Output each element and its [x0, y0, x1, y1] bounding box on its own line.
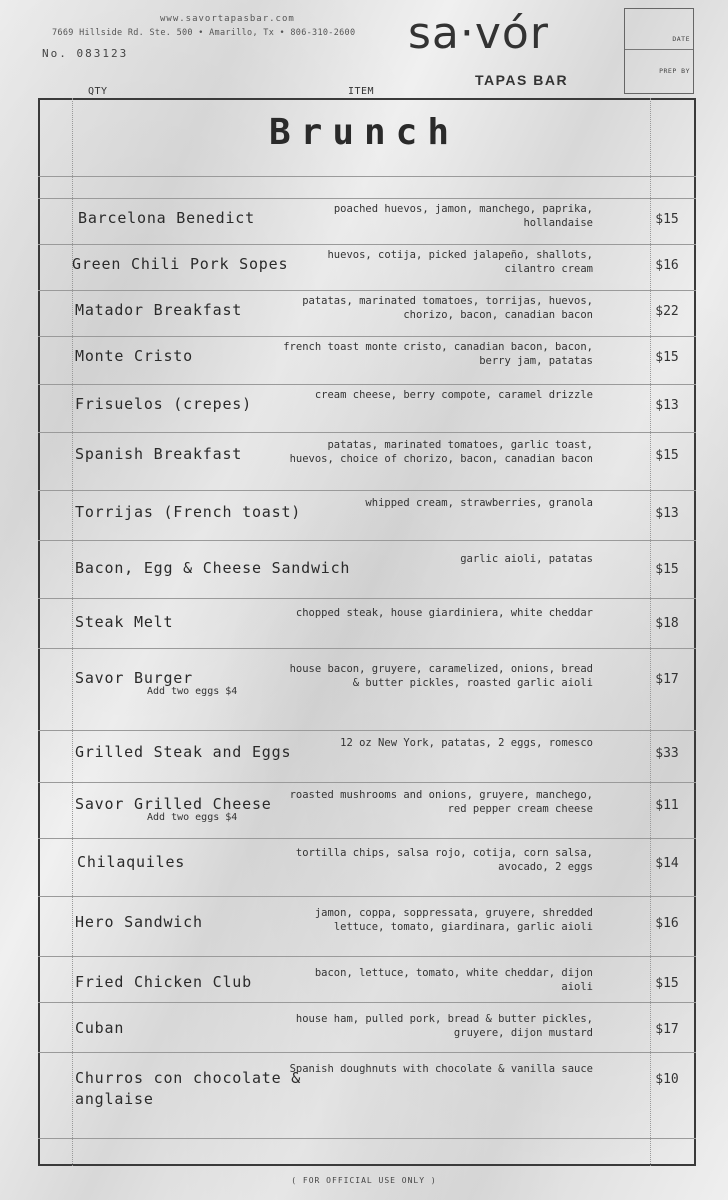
ruled-line: [38, 336, 696, 337]
menu-item-name: Fried Chicken Club: [75, 973, 252, 991]
menu-item-description: patatas, marinated tomatoes, garlic toast, huevos, choice of chorizo, bacon, canadian bacon: [289, 439, 593, 465]
menu-item-price: $16: [655, 916, 679, 931]
order-number: No. 083123: [42, 47, 129, 60]
menu-item-name: Cuban: [75, 1019, 125, 1037]
menu-item-description: jamon, coppa, soppressata, gruyere, shredded lettuce, tomato, giardinara, garlic aioli: [314, 907, 593, 933]
menu-item-price: $17: [655, 672, 679, 687]
ruled-line: [38, 540, 696, 541]
menu-item-note: Add two eggs $4: [147, 686, 238, 697]
ruled-line: [38, 432, 696, 433]
menu-item-name: Steak Melt: [75, 613, 174, 631]
ruled-line: [38, 1138, 696, 1139]
restaurant-address: 7669 Hillside Rd. Ste. 500 • Amarillo, Tx • 806-310-2600: [52, 28, 356, 38]
ruled-line: [38, 956, 696, 957]
menu-item-description: 12 oz New York, patatas, 2 eggs, romesco: [340, 737, 593, 749]
stamp-box: [624, 8, 694, 94]
menu-item-name: Matador Breakfast: [75, 301, 243, 319]
menu-item-description: house bacon, gruyere, caramelized, onions, bread & butter pickles, roasted garlic aioli: [289, 663, 593, 689]
menu-item-name: Churros con chocolate & anglaise: [75, 1069, 302, 1108]
ruled-line: [38, 490, 696, 491]
menu-item-name: Spanish Breakfast: [75, 445, 243, 463]
menu-item-description: whipped cream, strawberries, granola: [365, 497, 593, 509]
menu-item-price: $14: [655, 856, 679, 871]
qty-column-header: QTY: [88, 86, 108, 97]
menu-title: Brunch: [268, 112, 460, 153]
menu-item-price: $15: [655, 350, 679, 365]
menu-item-name: Frisuelos (crepes): [75, 395, 252, 413]
footer-note: ( FOR OFFICIAL USE ONLY ): [291, 1176, 437, 1185]
menu-item-price: $10: [655, 1072, 679, 1087]
menu-item-name: Torrijas (French toast): [75, 503, 302, 521]
ruled-line: [38, 648, 696, 649]
ruled-line: [38, 598, 696, 599]
menu-item-description: house ham, pulled pork, bread & butter pickles, gruyere, dijon mustard: [295, 1013, 593, 1039]
menu-item-description: bacon, lettuce, tomato, white cheddar, dijon aioli: [314, 967, 593, 993]
menu-item-price: $22: [655, 304, 679, 319]
ruled-line: [38, 176, 696, 177]
menu-item-description: tortilla chips, salsa rojo, cotija, corn salsa, avocado, 2 eggs: [295, 847, 593, 873]
ruled-line: [38, 198, 696, 199]
ruled-line: [38, 782, 696, 783]
stamp-prep-label: PREP BY: [659, 67, 690, 75]
menu-item-description: poached huevos, jamon, manchego, paprika, hollandaise: [333, 203, 593, 229]
ruled-line: [38, 244, 696, 245]
menu-item-description: chopped steak, house giardiniera, white cheddar: [295, 607, 593, 619]
menu-item-name: Savor Burger: [75, 669, 193, 687]
menu-item-description: Spanish doughnuts with chocolate & vanilla sauce: [289, 1063, 593, 1075]
menu-item-description: garlic aioli, patatas: [460, 553, 593, 565]
stamp-date-label: DATE: [672, 35, 690, 43]
ruled-line: [38, 730, 696, 731]
menu-item-price: $11: [655, 798, 679, 813]
menu-item-description: huevos, cotija, picked jalapeño, shallots, cilantro cream: [327, 249, 593, 275]
ruled-line: [38, 896, 696, 897]
menu-item-name: Bacon, Egg & Cheese Sandwich: [75, 559, 351, 577]
menu-item-description: patatas, marinated tomatoes, torrijas, huevos, chorizo, bacon, canadian bacon: [302, 295, 593, 321]
menu-item-description: roasted mushrooms and onions, gruyere, manchego, red pepper cream cheese: [289, 789, 593, 815]
ruled-line: [38, 838, 696, 839]
menu-item-name: Barcelona Benedict: [78, 209, 255, 227]
menu-item-price: $16: [655, 258, 679, 273]
menu-item-name: Savor Grilled Cheese: [75, 795, 272, 813]
menu-item-name: Chilaquiles: [77, 853, 186, 871]
menu-item-description: french toast monte cristo, canadian bacon, bacon, berry jam, patatas: [283, 341, 593, 367]
ruled-line: [38, 384, 696, 385]
menu-item-name: Monte Cristo: [75, 347, 193, 365]
website-url: www.savortapasbar.com: [160, 14, 295, 24]
menu-item-price: $17: [655, 1022, 679, 1037]
menu-item-price: $15: [655, 448, 679, 463]
menu-item-price: $33: [655, 746, 679, 761]
menu-item-name: Hero Sandwich: [75, 913, 203, 931]
menu-item-name: Green Chili Pork Sopes: [72, 255, 289, 273]
brand-logo: sa·vór: [408, 8, 549, 59]
menu-item-price: $15: [655, 976, 679, 991]
item-column-header: ITEM: [348, 86, 375, 97]
menu-item-price: $18: [655, 616, 679, 631]
ruled-line: [38, 1052, 696, 1053]
ruled-line: [38, 290, 696, 291]
menu-item-note: Add two eggs $4: [147, 812, 238, 823]
menu-item-price: $13: [655, 506, 679, 521]
menu-item-price: $15: [655, 212, 679, 227]
menu-item-name: Grilled Steak and Eggs: [75, 743, 292, 761]
menu-item-price: $13: [655, 398, 679, 413]
menu-item-description: cream cheese, berry compote, caramel drizzle: [314, 389, 593, 401]
ruled-line: [38, 1002, 696, 1003]
menu-item-price: $15: [655, 562, 679, 577]
brand-subtitle: TAPAS BAR: [475, 72, 569, 88]
